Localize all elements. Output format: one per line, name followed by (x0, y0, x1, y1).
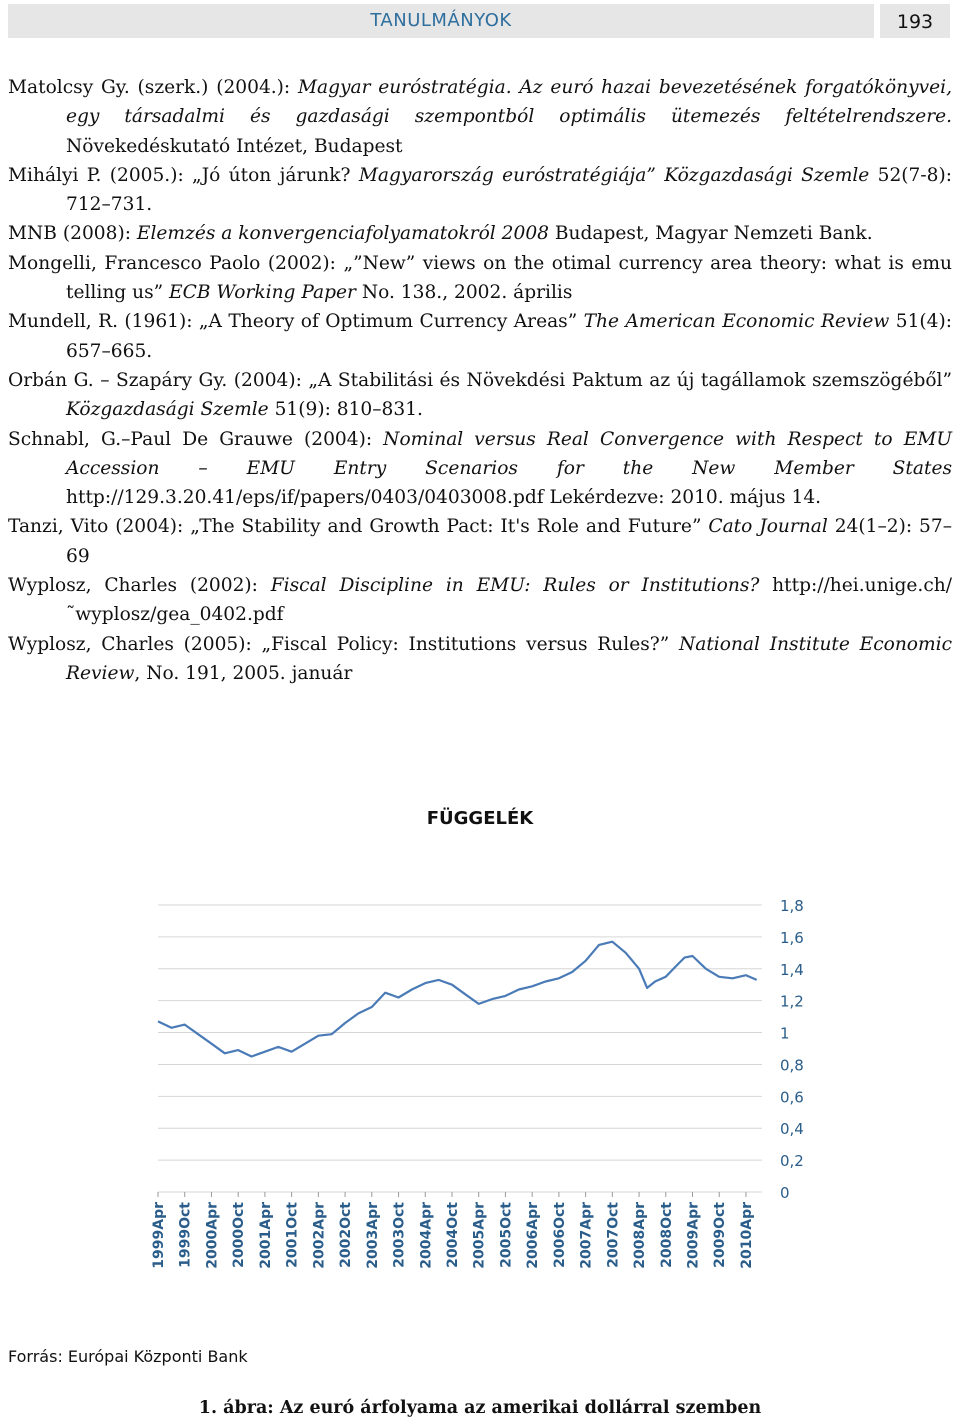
figure-caption: 1. ábra: Az euró árfolyama az amerikai dollárral szemben (198, 1398, 762, 1418)
reference-text: Mundell, R. (1961): „A Theory of Optimum Currency Areas” (8, 311, 584, 333)
x-tick-label: 2005Oct (498, 1202, 515, 1268)
x-tick-label: 2007Apr (578, 1202, 595, 1269)
reference-entry (8, 630, 952, 689)
x-tick-label: 2000Apr (204, 1202, 221, 1269)
reference-entry (8, 73, 952, 161)
x-tick-label: 2008Oct (658, 1202, 675, 1268)
x-tick-label: 2010Apr (738, 1202, 755, 1269)
reference-text: 51(9): 810–831. (268, 399, 423, 421)
reference-text: Növekedéskutató Intézet, Budapest (66, 135, 403, 157)
reference-entry (8, 512, 952, 571)
reference-text: 51(4): 657–665. (66, 311, 952, 362)
x-tick-label: 2000Oct (231, 1202, 248, 1268)
x-tick-label: 2002Oct (338, 1202, 355, 1268)
reference-text: Tanzi, Vito (2004): „The Stability and Growth Pact: It's Role and Future” (8, 516, 709, 538)
y-tick-label: 0 (780, 1184, 790, 1202)
x-tick-label: 2009Oct (712, 1202, 729, 1268)
reference-text: Wyplosz, Charles (2005): „Fiscal Policy: Institutions versus Rules?” (8, 633, 679, 655)
x-tick-label: 1999Oct (177, 1202, 194, 1268)
reference-entry (8, 219, 952, 248)
reference-entry (8, 249, 952, 308)
section-title: TANULMÁNYOK (370, 10, 512, 31)
x-tick-label: 2004Oct (444, 1202, 461, 1268)
x-tick-label: 2002Apr (311, 1202, 328, 1269)
reference-entry (8, 425, 952, 513)
y-tick-label: 1,4 (780, 960, 804, 979)
reference-title: National Institute Economic Review (66, 633, 952, 684)
y-tick-label: 0,2 (780, 1152, 804, 1171)
x-tick-label: 2004Apr (418, 1202, 435, 1269)
appendix-title: FÜGGELÉK (426, 808, 534, 829)
reference-text: Matolcsy Gy. (szerk.) (2004.): (8, 77, 298, 98)
y-tick-label: 1,8 (780, 897, 804, 915)
reference-title: Elemzés a konvergenciafolyamatokról 2008 (136, 223, 549, 245)
x-tick-label: 2008Apr (632, 1202, 649, 1269)
reference-title: Magyar euróstratégia. Az euró hazai bevezetésének forgatókönyvei, egy társadalmi és gazdasági szempontból optimális ütemezés feltételrendszere. (66, 77, 952, 128)
reference-title: Cato Journal (708, 516, 828, 538)
reference-text: http://hei.unige.ch/˜wyplosz/gea_0402.pdf (66, 575, 952, 626)
page-number-box (880, 4, 950, 38)
reference-title: Nominal versus Real Convergence with Respect to EMU Accession – EMU Entry Scenarios for the New Member States (66, 428, 952, 479)
y-tick-label: 0,6 (780, 1088, 804, 1107)
reference-text: Mongelli, Francesco Paolo (2002): „”New” views on the otimal currency area theory: what is emu telling us” (8, 252, 952, 304)
y-tick-label: 0,8 (780, 1056, 804, 1075)
reference-text: 24(1–2): 57–69 (66, 516, 952, 567)
y-tick-label: 1,2 (780, 992, 804, 1011)
reference-title: Magyarország euróstratégiája” Közgazdasági Szemle (358, 164, 870, 186)
y-tick-label: 1,6 (780, 928, 804, 947)
y-tick-label: 0,4 (780, 1120, 804, 1139)
reference-title: ECB Working Paper (169, 282, 356, 304)
y-tick-label: 1 (780, 1024, 790, 1043)
x-tick-label: 2009Apr (685, 1202, 702, 1269)
x-tick-label: 2003Oct (391, 1202, 408, 1268)
x-tick-label: 2007Oct (605, 1202, 622, 1268)
reference-text: Budapest, Magyar Nemzeti Bank. (548, 223, 873, 245)
exchange-rate-chart (150, 885, 810, 1295)
reference-text: Schnabl, G.–Paul De Grauwe (2004): (8, 428, 384, 450)
reference-list (8, 73, 952, 688)
chart-source: Forrás: Európai Központi Bank (8, 1347, 248, 1366)
x-tick-label: 2006Apr (525, 1202, 542, 1269)
page-number: 193 (896, 11, 934, 33)
reference-entry (8, 571, 952, 630)
reference-title: Közgazdasági Szemle (66, 399, 269, 421)
x-tick-label: 2006Oct (551, 1202, 568, 1268)
header-bar (8, 4, 874, 38)
reference-text: Orbán G. – Szapáry Gy. (2004): „A Stabilitási és Növekdési Paktum az új tagállamok szemszögéből” (8, 369, 952, 391)
x-tick-label: 1999Apr (151, 1202, 167, 1269)
x-tick-label: 2001Apr (257, 1202, 274, 1269)
x-tick-label: 2005Apr (471, 1202, 488, 1269)
reference-title: Fiscal Discipline in EMU: Rules or Institutions? (270, 575, 760, 597)
reference-entry (8, 161, 952, 220)
reference-text: MNB (2008): (8, 223, 137, 245)
reference-title: The American Economic Review (583, 311, 890, 333)
reference-text: Mihályi P. (2005.): „Jó úton járunk? (8, 164, 359, 186)
reference-entry (8, 366, 952, 425)
x-tick-label: 2001Oct (284, 1202, 301, 1268)
reference-text: No. 138., 2002. április (355, 282, 573, 304)
reference-text: http://129.3.20.41/eps/if/papers/0403/0403008.pdf Lekérdezve: 2010. május 14. (66, 487, 822, 509)
series-line (158, 942, 757, 1057)
reference-text: 52(7-8): 712–731. (66, 164, 952, 216)
reference-text: , No. 191, 2005. január (134, 662, 353, 684)
x-tick-label: 2003Apr (364, 1202, 381, 1269)
reference-text: Wyplosz, Charles (2002): (8, 575, 271, 597)
reference-entry (8, 307, 952, 366)
